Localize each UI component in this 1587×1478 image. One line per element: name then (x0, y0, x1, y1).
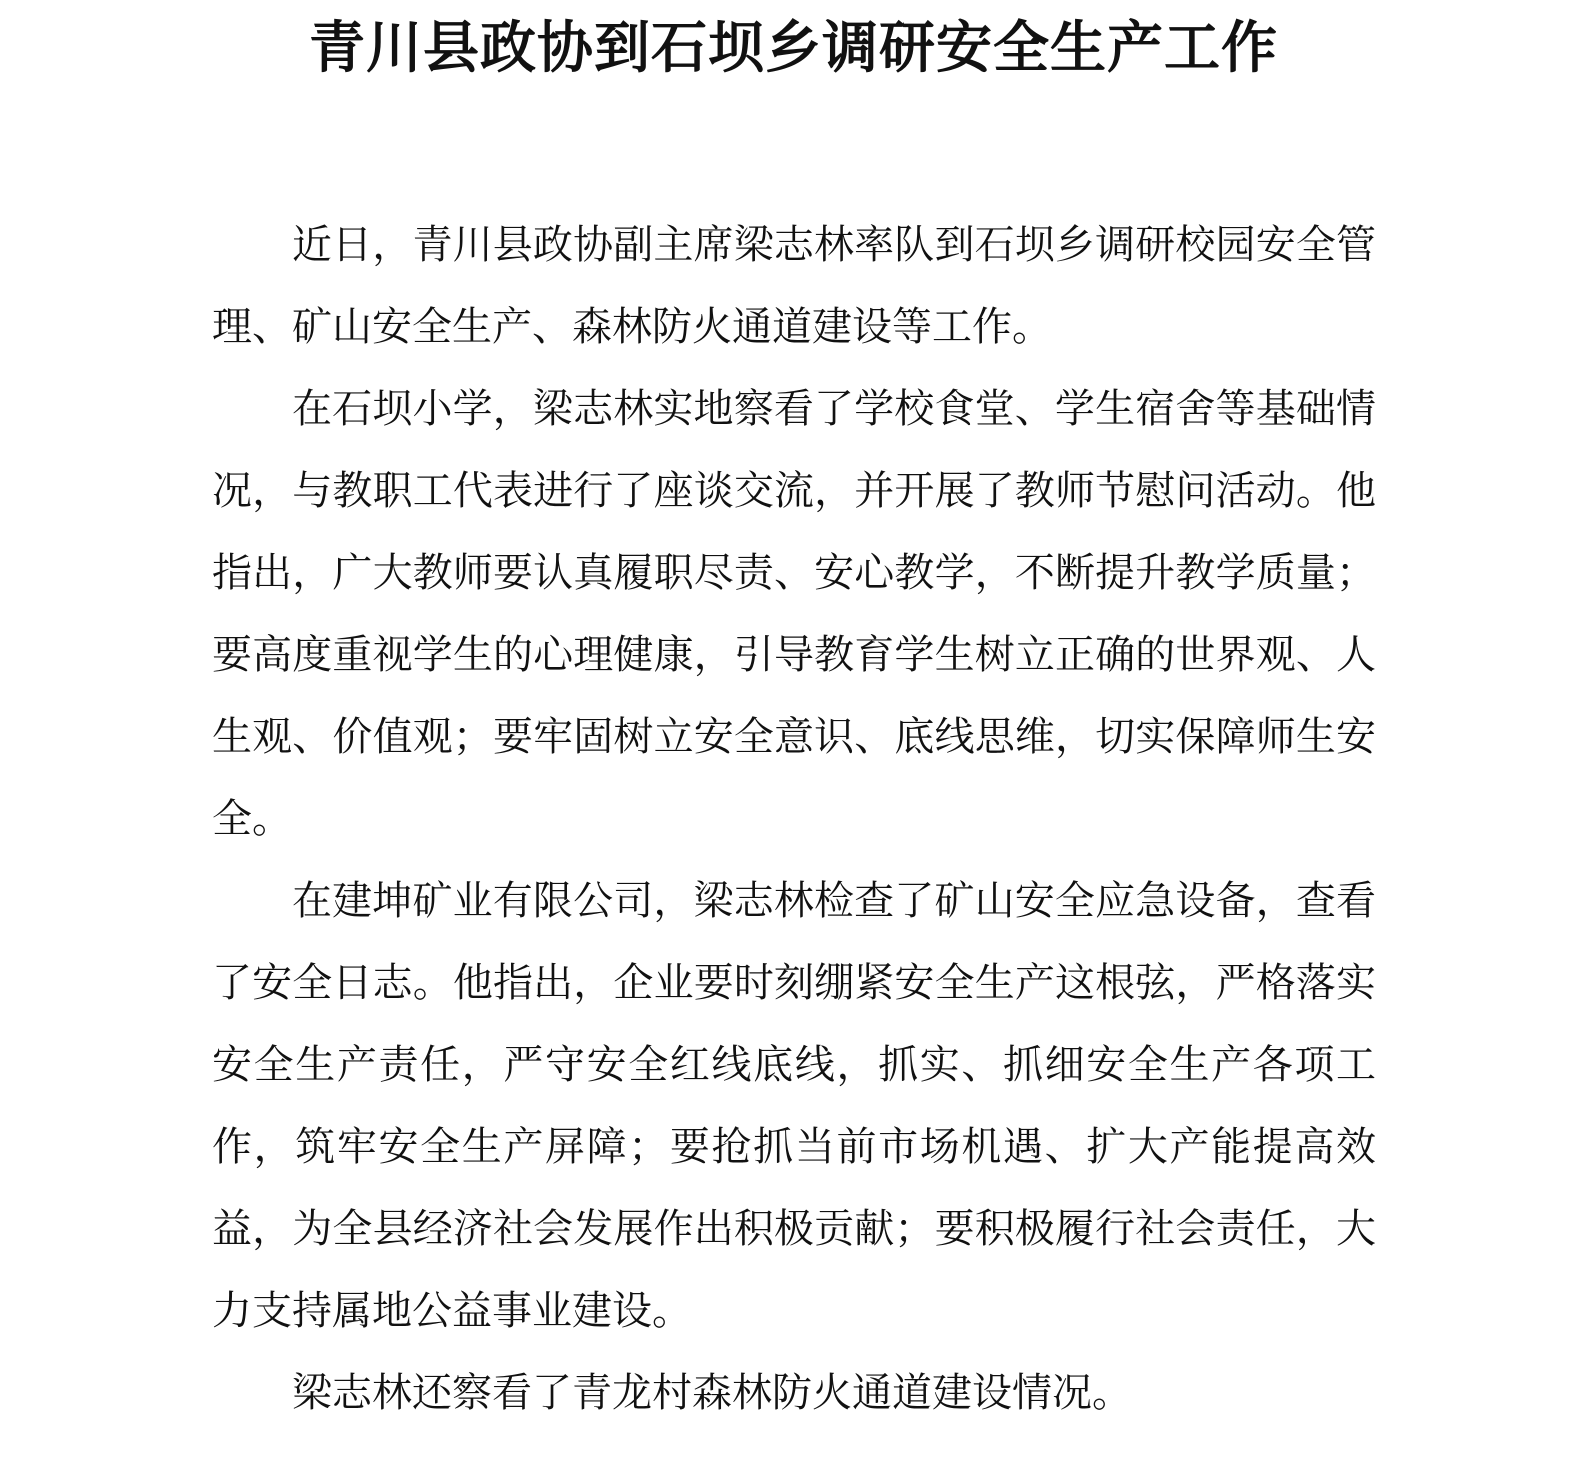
page-title: 青川县政协到石坝乡调研安全生产工作 (309, 15, 1278, 81)
paragraph-intro: 近日，青川县政协副主席梁志林率队到石坝乡调研校园安全管理、矿山安全生产、森林防火通道建设等工作。 (212, 222, 1376, 350)
paragraph-school-visit: 在石坝小学，梁志林实地察看了学校食堂、学生宿舍等基础情况，与教职工代表进行了座谈交流，并开展了教师节慰问活动。他指出，广大教师要认真履职尽责、安心教学，不断提升教学质量；要高度重视学生的心理健康，引导教育学生树立正确的世界观、人生观、价值观；要牢固树立安全意识、底线思维，切实保障师生安全。 (212, 386, 1376, 842)
paragraph-mining-visit: 在建坤矿业有限公司，梁志林检查了矿山安全应急设备，查看了安全日志。他指出，企业要时刻绷紧安全生产这根弦，严格落实安全生产责任，严守安全红线底线，抓实、抓细安全生产各项工作，筑牢安全生产屏障；要抢抓当前市场机遇、扩大产能提高效益，为全县经济社会发展作出积极贡献；要积极履行社会责任，大力支持属地公益事业建设。 (212, 878, 1376, 1334)
article-body (212, 204, 1376, 1434)
paragraph-forest-road: 梁志林还察看了青龙村森林防火通道建设情况。 (292, 1370, 1132, 1416)
